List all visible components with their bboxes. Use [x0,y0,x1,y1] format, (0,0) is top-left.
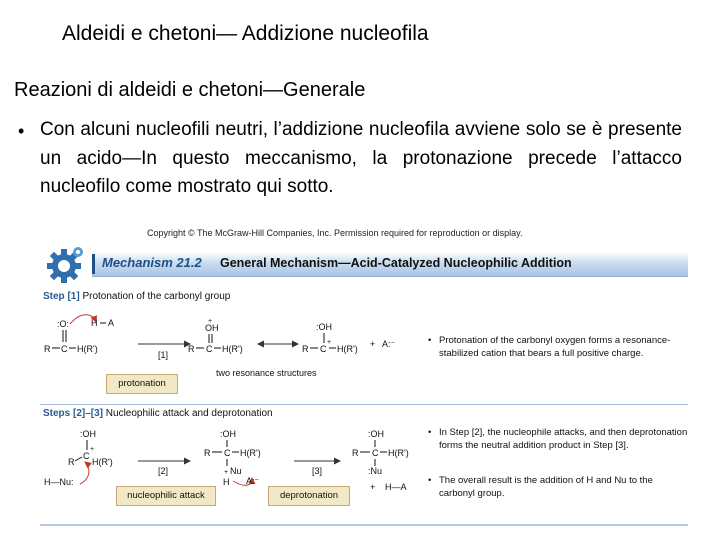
figure-bottom-rule [40,524,688,526]
chem-a-minus: A:⁻ [382,339,396,349]
chem-a-minus: A:⁻ [246,476,260,486]
note-step1 [428,334,688,360]
chem-rh: H(R') [92,457,113,467]
slide-title: Aldeidi e chetoni— Addizione nucleofila [62,22,429,45]
arrow-label-2: [2] [158,466,169,476]
chem-nu: Nu [230,466,242,476]
chem-oh-lp: :OH [220,429,237,439]
slide-subtitle: Reazioni di aldeidi e chetoni—Generale [14,79,366,101]
arrow-label-1: [1] [158,350,169,360]
note-step2 [428,426,688,452]
protonated-reactant [44,429,113,487]
chem-r: R [302,344,309,354]
mechanism-label: Mechanism 21.2 [102,255,202,270]
carbonyl-structure [44,315,114,354]
chem-c: C [224,448,231,458]
step23-label: Steps [2]–[3] [43,408,104,419]
copyright-notice: Copyright © The McGraw-Hill Companies, Inc. Permission required for reproduction or display. [147,228,523,238]
chem-r: R [68,457,75,467]
note-overall [428,474,688,500]
plus-sign: + [370,482,376,492]
chem-rh: H(R') [337,344,358,354]
step23-title: Nucleophilic attack and deprotonation [105,408,273,419]
chem-r: R [204,448,211,458]
chem-rh: H(R') [222,344,243,354]
charge-plus: + [90,446,95,453]
chem-o-lp: :O: [57,319,70,329]
note-text: In Step [2], the nucleophile attacks, and then deprotonation forms the neutral addition product in Step [3]. [439,427,688,451]
chem-r: R [352,448,359,458]
chem-h-nu: H—Nu: [44,477,74,487]
bullet-item [18,116,682,202]
chem-c: C [320,344,327,354]
mechanism-title: General Mechanism—Acid-Catalyzed Nucleophilic Addition [220,256,572,270]
note-text: The overall result is the addition of H and Nu to the carbonyl group. [439,475,653,499]
bullet-dot: • [18,121,25,141]
plus-sign: + [370,339,376,349]
chem-r: R [44,344,51,354]
chem-rh: H(R') [240,448,261,458]
chem-oh-lp: :OH [368,429,385,439]
chem-a: A [108,318,115,328]
chem-c: C [61,344,68,354]
note-bullet: • [428,475,432,486]
chem-rh: H(R') [388,448,409,458]
chem-r: R [188,344,195,354]
protonation-tag: protonation [106,374,178,394]
nucleophilic-attack-tag: nucleophilic attack [116,486,216,506]
note-bullet: • [428,427,432,438]
mechanism-figure [40,226,690,526]
chem-oh-lp: :OH [316,322,333,332]
chem-h: H [223,477,230,487]
deprotonation-tag: deprotonation [268,486,350,506]
chem-nu-lp: :Nu [368,466,383,476]
protonated-structure-1 [188,318,243,354]
note-bullet: • [428,335,432,346]
chem-oh-plus: OH [205,323,219,333]
step1-title: Protonation of the carbonyl group [82,291,231,302]
chem-c: C [83,451,90,461]
resonance-caption: two resonance structures [216,368,317,378]
note-text: Protonation of the carbonyl oxygen forms a resonance-stabilized cation that bears a full positive charge. [439,335,671,359]
tetrahedral-intermediate [204,429,261,487]
chem-c: C [372,448,379,458]
charge-plus: + [208,318,213,325]
step1-label: Step [1] [43,291,80,302]
chem-c: C [206,344,213,354]
charge-plus: + [327,339,332,346]
chem-ha: H—A [385,482,407,492]
protonated-structure-2 [302,322,358,354]
chem-oh-lp: :OH [80,429,97,439]
chem-rh: H(R') [77,344,98,354]
chem-h: H [91,318,98,328]
charge-plus: + [224,469,229,476]
arrow-label-3: [3] [312,466,323,476]
bullet-text: Con alcuni nucleofili neutri, l’addizione nucleofila avviene solo se è presente un acido—In questo meccanismo, la protonazione precede l’attacco nucleofilo come mostrato qui sotto. [40,119,682,197]
addition-product [352,429,409,492]
